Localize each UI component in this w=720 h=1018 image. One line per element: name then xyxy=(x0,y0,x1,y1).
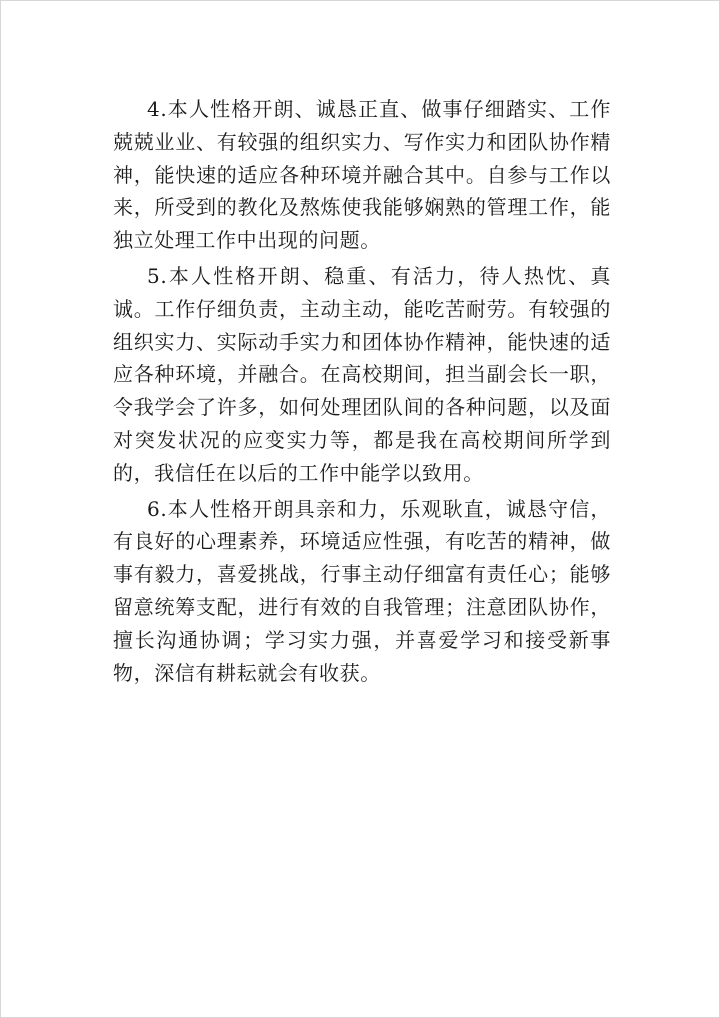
paragraph-4: 4.本人性格开朗、诚恳正直、做事仔细踏实、工作兢兢业业、有较强的组织实力、写作实力和团队协作精神，能快速的适应各种环境并融合其中。自参与工作以来，所受到的教化及熬炼使我能够娴熟的管理工作，能独立处理工作中出现的问题。 xyxy=(113,97,611,253)
document-body xyxy=(113,93,611,692)
paragraph-6: 6.本人性格开朗具亲和力，乐观耿直，诚恳守信，有良好的心理素养，环境适应性强，有吃苦的精神，做事有毅力，喜爱挑战，行事主动仔细富有责任心；能够留意统筹支配，进行有效的自我管理；注意团队协作，擅长沟通协调；学习实力强，并喜爱学习和接受新事物，深信有耕耘就会有收获。 xyxy=(113,496,611,685)
paragraph-5: 5.本人性格开朗、稳重、有活力，待人热忱、真诚。工作仔细负责，主动主动，能吃苦耐劳。有较强的组织实力、实际动手实力和团体协作精神，能快速的适应各种环境，并融合。在高校期间，担当副会长一职，令我学会了许多，如何处理团队间的各种问题，以及面对突发状况的应变实力等，都是我在高校期间所学到的，我信任在以后的工作中能学以致用。 xyxy=(113,263,611,485)
